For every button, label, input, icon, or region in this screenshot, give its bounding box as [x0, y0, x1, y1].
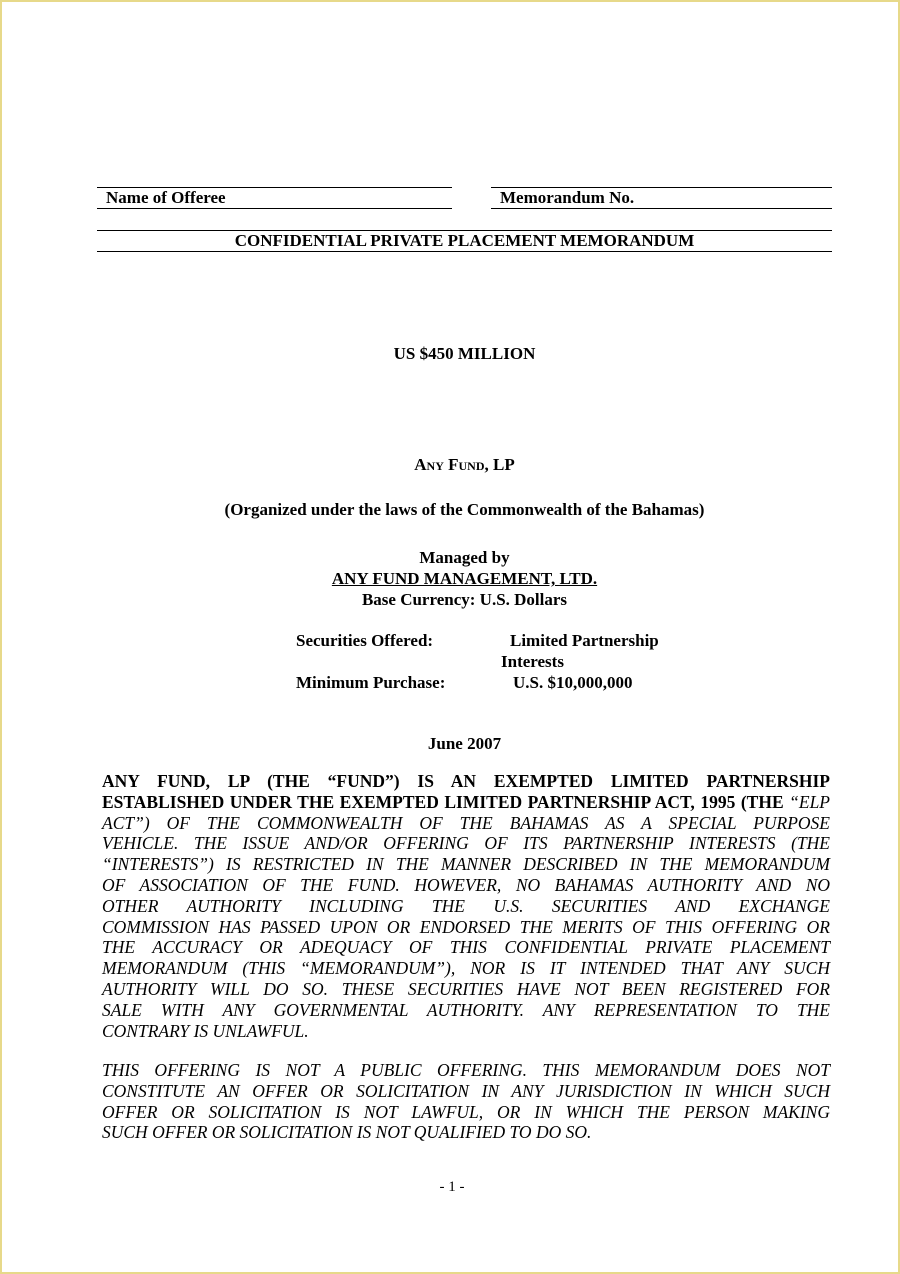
para1-line: COMMISSION HAS PASSED UPON OR ENDORSED THE MERITS OF THIS OFFERING OR: [102, 916, 830, 937]
managed-by-label: Managed by: [419, 548, 510, 567]
organization-statement: (Organized under the laws of the Commonwealth of the Bahamas): [224, 500, 705, 519]
offeree-label: Name of Offeree: [106, 188, 226, 207]
securities-offered-value-cont: Interests: [501, 652, 564, 671]
para2-line: CONSTITUTE AN OFFER OR SOLICITATION IN ANY JURISDICTION IN WHICH SUCH: [102, 1080, 830, 1101]
disclaimer-paragraph-1: [102, 771, 830, 1041]
para1-line: “INTERESTS”) IS RESTRICTED IN THE MANNER DESCRIBED IN THE MEMORANDUM: [102, 854, 830, 875]
para1-line: VEHICLE. THE ISSUE AND/OR OFFERING OF ITS PARTNERSHIP INTERESTS (THE: [102, 833, 830, 854]
minimum-purchase-label: Minimum Purchase:: [296, 673, 446, 692]
securities-offered-value: Limited Partnership: [510, 631, 659, 650]
para2-line: THIS OFFERING IS NOT A PUBLIC OFFERING. THIS MEMORANDUM DOES NOT: [102, 1060, 830, 1080]
para1-line: AUTHORITY WILL DO SO. THESE SECURITIES HAVE NOT BEEN REGISTERED FOR: [102, 978, 830, 999]
para2-line: SUCH OFFER OR SOLICITATION IS NOT QUALIFIED TO DO SO.: [102, 1122, 592, 1143]
securities-offered-label: Securities Offered:: [296, 631, 434, 650]
para1-line-bold: ESTABLISHED UNDER THE EXEMPTED LIMITED PARTNERSHIP ACT, 1995 (THE: [102, 791, 784, 812]
para2-line: OFFER OR SOLICITATION IS NOT LAWFUL, OR IN WHICH THE PERSON MAKING: [102, 1101, 830, 1122]
base-currency: Base Currency: U.S. Dollars: [361, 590, 568, 609]
disclaimer-paragraph-2: [102, 1060, 830, 1143]
para1-line: OTHER AUTHORITY INCLUDING THE U.S. SECURITIES AND EXCHANGE: [102, 895, 830, 916]
memorandum-number-label: Memorandum No.: [500, 188, 635, 207]
page-number: - 1 -: [439, 1179, 465, 1195]
para1-line-italic: “ELP: [789, 791, 831, 812]
para1-line: MEMORANDUM (THIS “MEMORANDUM”), NOR IS IT INTENDED THAT ANY SUCH: [102, 958, 830, 979]
memorandum-number-field: [491, 187, 832, 209]
para1-line: OF ASSOCIATION OF THE FUND. HOWEVER, NO BAHAMAS AUTHORITY AND NO: [102, 874, 830, 895]
para1-line: SALE WITH ANY GOVERNMENTAL AUTHORITY. ANY REPRESENTATION TO THE: [102, 999, 830, 1020]
para1-line: CONTRARY IS UNLAWFUL.: [102, 1020, 309, 1041]
para1-line: ANY FUND, LP (THE “FUND”) IS AN EXEMPTED LIMITED PARTNERSHIP: [102, 771, 830, 791]
manager-name: ANY FUND MANAGEMENT, LTD.: [331, 569, 598, 588]
document-date: June 2007: [427, 734, 502, 753]
offeree-field: [97, 187, 452, 209]
para1-line: ACT”) OF THE COMMONWEALTH OF THE BAHAMAS AS A SPECIAL PURPOSE: [102, 812, 830, 833]
minimum-purchase-value: U.S. $10,000,000: [513, 673, 633, 692]
document-title: CONFIDENTIAL PRIVATE PLACEMENT MEMORANDUM: [234, 231, 695, 250]
document-title-box: [97, 230, 832, 252]
para1-line: THE ACCURACY OR ADEQUACY OF THIS CONFIDENTIAL PRIVATE PLACEMENT: [102, 937, 830, 958]
offering-amount: US $450 MILLION: [393, 344, 536, 363]
fund-name: Any Fund, LP: [414, 455, 515, 474]
para1-line: [102, 792, 830, 813]
